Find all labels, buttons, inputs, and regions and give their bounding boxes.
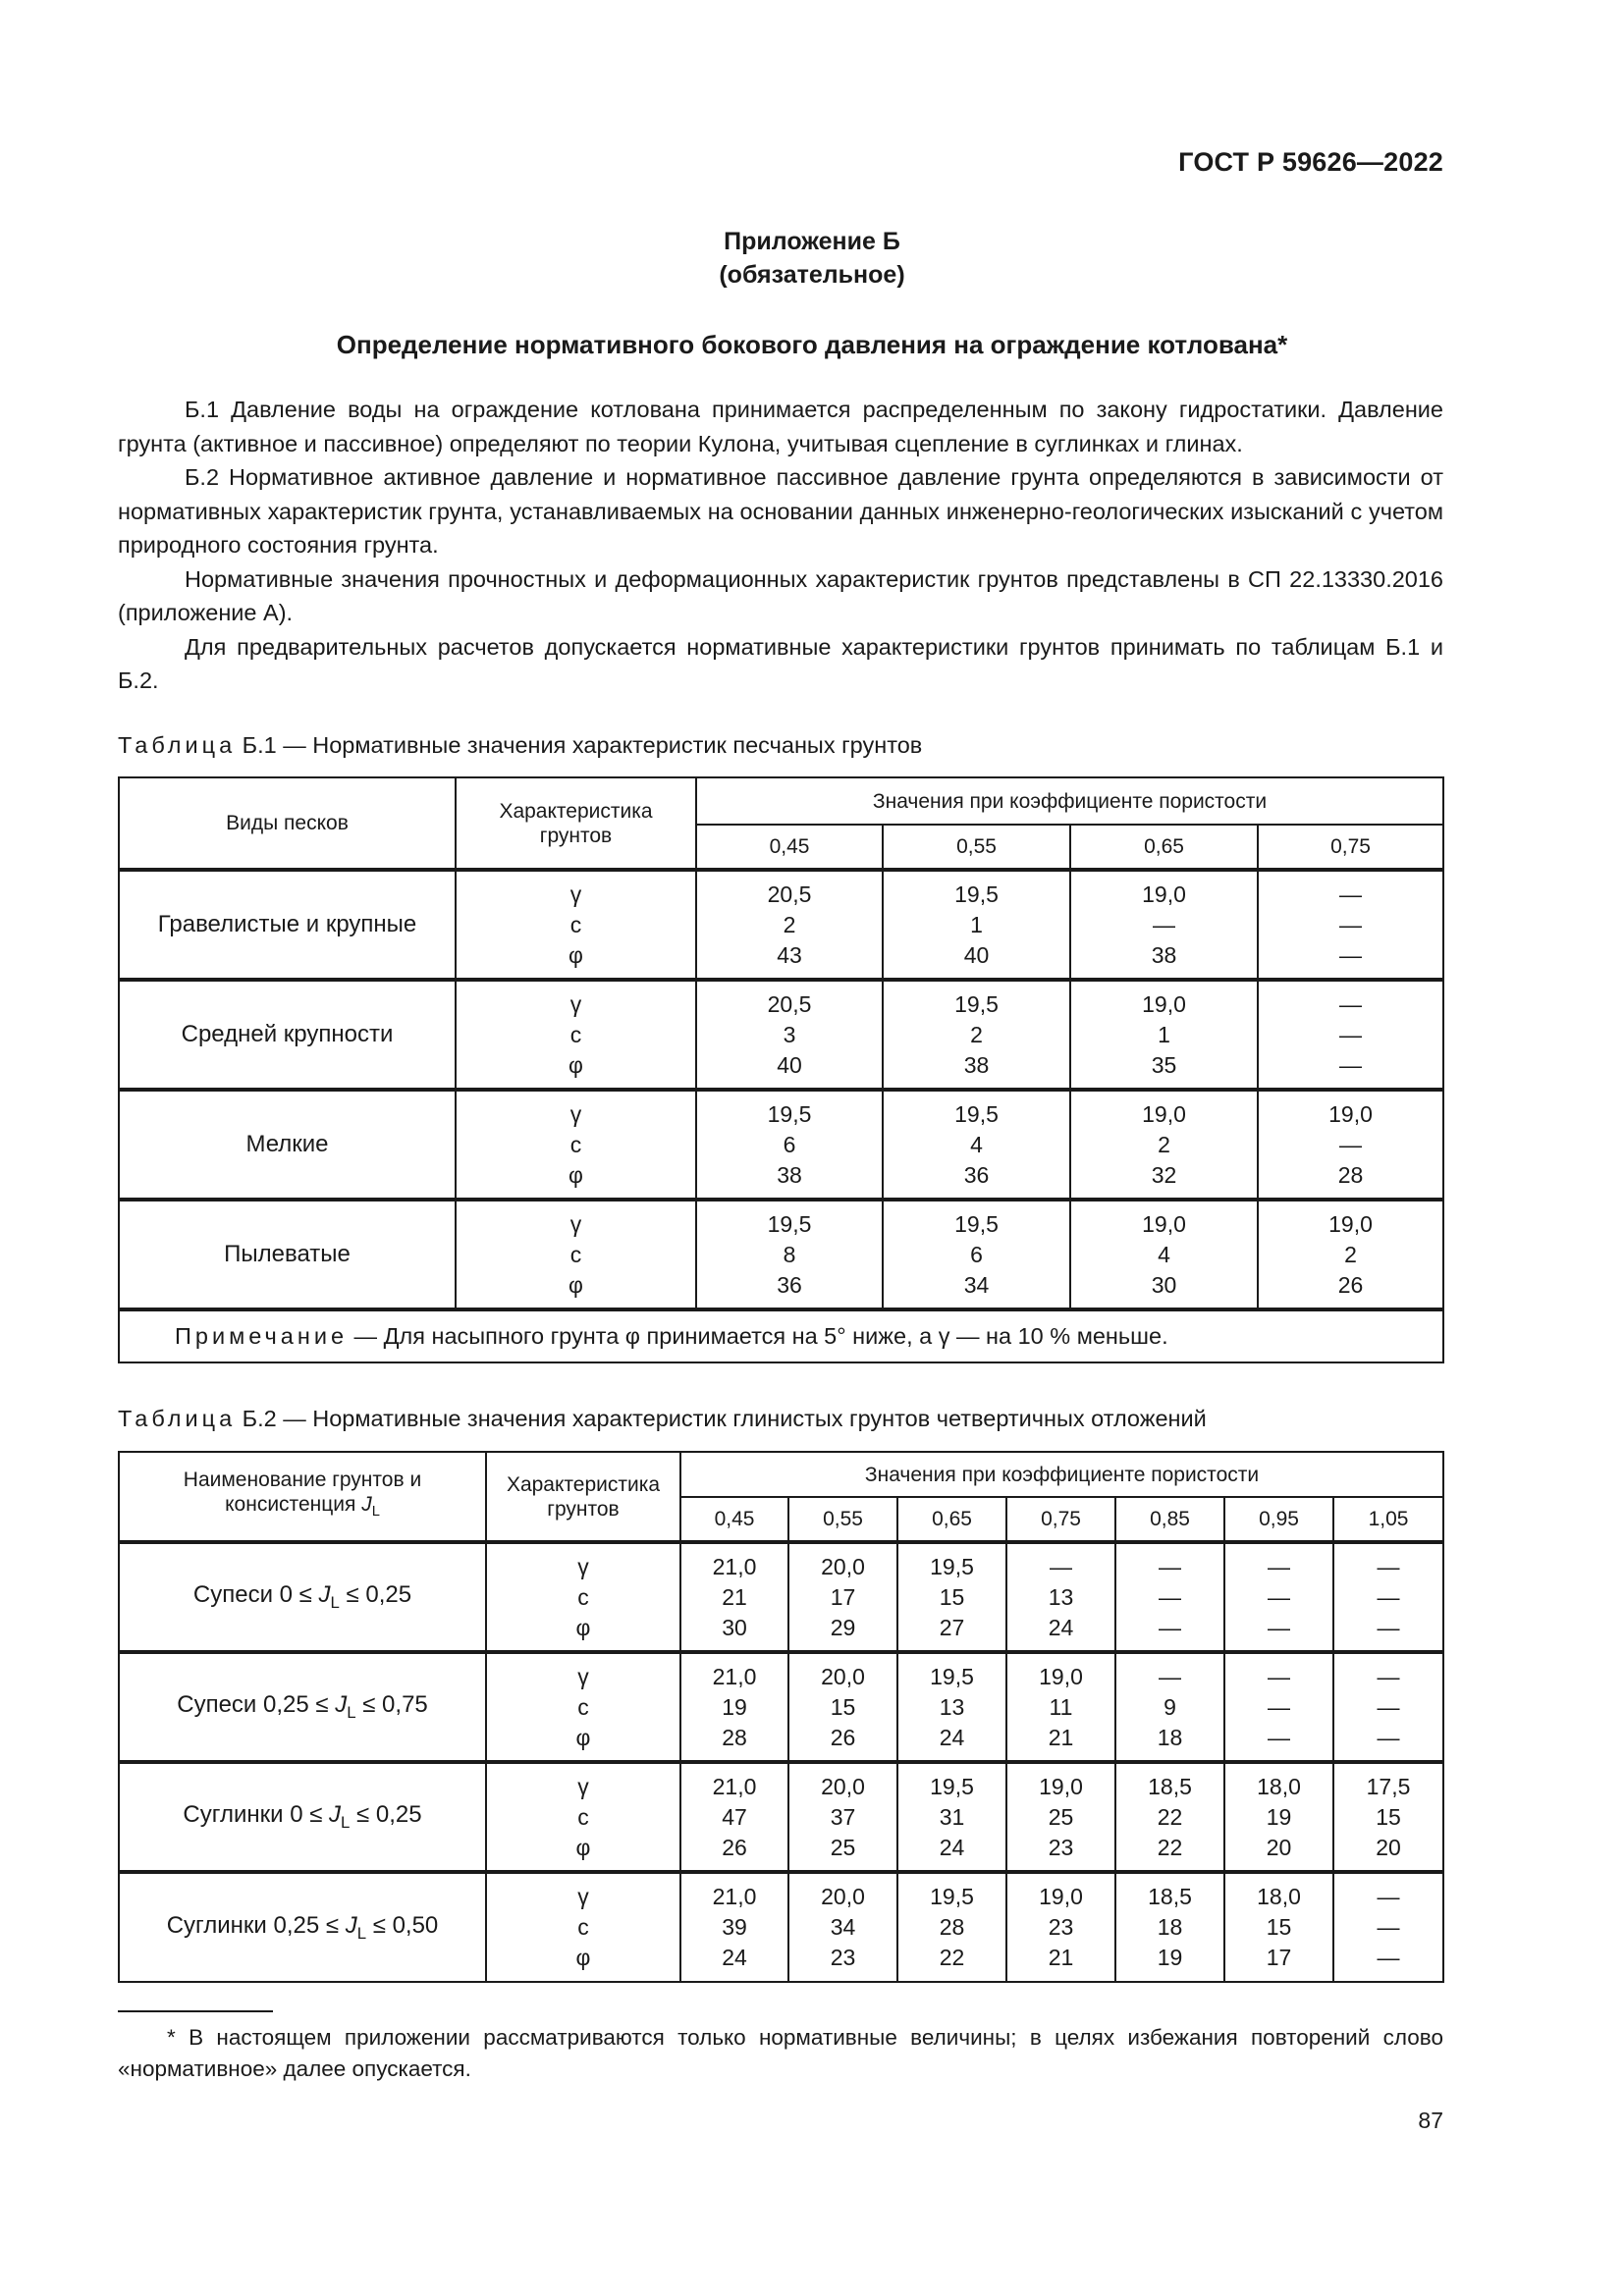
table1-symbols-line: c <box>569 1131 582 1157</box>
table1-note: Примечание — Для насыпного грунта φ принимается на 5° ниже, а γ — на 10 % меньше. <box>119 1309 1443 1362</box>
table1-symbols-line: φ <box>568 1051 583 1078</box>
table2-value-cell-line: — <box>1268 1724 1290 1750</box>
table2-value-cell-line: 15 <box>1266 1914 1292 1940</box>
table2-row <box>119 1762 1443 1872</box>
table2-symbols-line: γ <box>577 1884 589 1909</box>
consistency-subscript: L <box>347 1702 356 1722</box>
table1-value-cell-line: 19,5 <box>954 1100 999 1127</box>
table2-header-char: Характеристика грунтов <box>486 1452 680 1542</box>
table1-value-cell-line: 1 <box>1158 1021 1170 1047</box>
table1-value-cell-line: — <box>1339 1021 1362 1047</box>
table1-symbols-line: φ <box>568 1271 583 1298</box>
table2-coef-header: 0,95 <box>1224 1497 1333 1542</box>
table2-value-cell-line: 28 <box>722 1724 747 1750</box>
table2-caption <box>118 1406 1207 1432</box>
table1-value-cell-line: 35 <box>1151 1051 1177 1078</box>
table1-value-cell-line: 19,5 <box>954 990 999 1017</box>
table2-value-cell-line: 26 <box>830 1724 856 1750</box>
table1-value-cell-line: 26 <box>1337 1271 1364 1298</box>
table2-value-cell-line: — <box>1377 1553 1400 1579</box>
table2-value-cell-line: 18,5 <box>1148 1773 1192 1799</box>
table2-value-cell-line: 19,5 <box>930 1773 974 1799</box>
table2-value-cell-line: — <box>1268 1693 1290 1720</box>
table2-value-cell-line: 19,0 <box>1039 1663 1083 1689</box>
table2-value-cell-line: 20 <box>1376 1834 1401 1860</box>
table2-value-cell <box>1115 1872 1224 1982</box>
table2-row <box>119 1542 1443 1652</box>
table2-value-cell <box>788 1762 897 1872</box>
table2-value-cell-line: — <box>1268 1583 1290 1610</box>
table1-value-cell-line: — <box>1339 911 1362 937</box>
table1-value-cell-line: 38 <box>777 1161 802 1188</box>
consistency-subscript: L <box>356 1923 367 1943</box>
table1-value-cell <box>1258 1200 1443 1309</box>
table2-value-cell-line: 24 <box>939 1834 965 1860</box>
table2-value-cell-line: 21,0 <box>712 1663 757 1689</box>
table2-value-cell-line: — <box>1377 1884 1400 1909</box>
table2-value-cell-line: 21 <box>1048 1945 1074 1970</box>
table2-header-values: Значения при коэффициенте пористости <box>680 1452 1443 1497</box>
table1-caption <box>118 732 922 759</box>
table1-value-cell <box>1258 870 1443 980</box>
table1-value-cell-line: — <box>1339 990 1362 1017</box>
table1-coef-header: 0,55 <box>883 825 1070 870</box>
table2-value-cell-line: 21,0 <box>712 1773 757 1799</box>
table2-value-cell-line: 17 <box>1266 1945 1292 1970</box>
table2-symbols-line: φ <box>575 1945 591 1970</box>
table2-value-cell <box>1006 1762 1115 1872</box>
table2-value-cell-line: 21,0 <box>712 1884 757 1909</box>
table2-value-cell-line: 19,0 <box>1039 1773 1083 1799</box>
table2-symbols <box>486 1542 680 1652</box>
table2-value-cell-line: 19 <box>722 1693 747 1720</box>
table2-coef-header: 0,65 <box>897 1497 1006 1542</box>
table2-value-cell-line: — <box>1377 1914 1400 1940</box>
table1-soil-name: Мелкие <box>119 1090 456 1200</box>
table2-symbols-line: φ <box>575 1834 591 1860</box>
table2-value-cell-line: 20,0 <box>821 1773 865 1799</box>
table1-sand-soils <box>118 776 1444 1363</box>
consistency-symbol: J <box>318 1581 331 1609</box>
footnote: * В настоящем приложении рассматриваются только нормативные величины; в целях избежания повторений слово «нормативное» далее опускается. <box>118 2025 1443 2081</box>
table2-value-cell-line: 31 <box>939 1803 965 1830</box>
table2-value-cell-line: — <box>1377 1663 1400 1689</box>
table1-value-cell-line: 36 <box>963 1161 990 1188</box>
table2-value-cell-line: 13 <box>1048 1583 1074 1610</box>
table2-symbols-line: c <box>577 1583 589 1610</box>
table2-value-cell <box>897 1762 1006 1872</box>
body-text <box>118 393 1443 698</box>
table2-symbols-line: γ <box>577 1773 589 1799</box>
table2-symbols <box>486 1762 680 1872</box>
table2-coef-header: 0,85 <box>1115 1497 1224 1542</box>
table1-value-cell <box>1070 980 1258 1090</box>
table2-value-cell-line: — <box>1268 1553 1290 1579</box>
table1-value-cell-line: 19,5 <box>767 1210 812 1237</box>
table2-value-cell-line: — <box>1050 1553 1072 1579</box>
table2-value-cell-line: 21 <box>722 1583 747 1610</box>
table1-value-cell <box>696 1090 883 1200</box>
table1-value-cell <box>1070 1090 1258 1200</box>
table2-value-cell-line: — <box>1159 1663 1181 1689</box>
table2-value-cell-line: 25 <box>1048 1803 1074 1830</box>
table2-value-cell <box>1333 1542 1443 1652</box>
table2-value-cell <box>788 1652 897 1762</box>
table1-value-cell-line: 4 <box>970 1131 983 1157</box>
table2-value-cell-line: 24 <box>939 1724 965 1750</box>
table1-value-cell-line: — <box>1153 911 1175 937</box>
table2-value-cell-line: 26 <box>722 1834 747 1860</box>
consistency-subscript: L <box>330 1592 340 1612</box>
table2-value-cell-line: — <box>1377 1945 1400 1970</box>
consistency-symbol: J <box>329 1801 342 1829</box>
table2-value-cell-line: 15 <box>830 1693 856 1720</box>
table2-value-cell <box>788 1872 897 1982</box>
table2-symbols-line: γ <box>577 1553 589 1579</box>
table2-value-cell-line: 24 <box>1048 1614 1074 1640</box>
table1-symbols <box>456 980 696 1090</box>
table1-soil-name: Средней крупности <box>119 980 456 1090</box>
table1-value-cell-line: 19,0 <box>1142 1100 1186 1127</box>
table1-coef-header: 0,65 <box>1070 825 1258 870</box>
table2-value-cell-line: 23 <box>830 1945 856 1970</box>
table2-value-cell-line: 19,5 <box>930 1663 974 1689</box>
table1-value-cell-line: 2 <box>783 911 796 937</box>
table2-value-cell <box>680 1872 788 1982</box>
table1-value-cell-line: 19,0 <box>1328 1100 1373 1127</box>
table1-value-cell-line: 36 <box>777 1271 802 1298</box>
table1-header-char: Характеристика грунтов <box>456 777 696 870</box>
table2-value-cell <box>1115 1762 1224 1872</box>
table1-value-cell-line: 20,5 <box>767 990 812 1017</box>
table2-value-cell-line: 37 <box>830 1803 856 1830</box>
table2-symbols-line: c <box>577 1693 589 1720</box>
table2-symbols <box>486 1872 680 1982</box>
table1-value-cell-line: 19,5 <box>767 1100 812 1127</box>
table1-value-cell-line: 32 <box>1151 1161 1177 1188</box>
table2-symbols-line: φ <box>575 1614 591 1640</box>
table2-symbols-line: c <box>577 1803 589 1830</box>
table1-value-cell-line: 40 <box>777 1051 802 1078</box>
table1-value-cell-line: 19,0 <box>1142 990 1186 1017</box>
table2-value-cell-line: 19,5 <box>930 1553 974 1579</box>
table2-value-cell-line: 23 <box>1048 1834 1074 1860</box>
table1-value-cell-line: 43 <box>777 941 802 968</box>
table1-value-cell-line: 6 <box>783 1131 796 1157</box>
table2-value-cell-line: — <box>1377 1614 1400 1640</box>
table1-value-cell-line: 3 <box>783 1021 796 1047</box>
table1-symbols-line: φ <box>568 941 583 968</box>
table1-value-cell <box>883 1090 1070 1200</box>
table1-value-cell-line: 34 <box>963 1271 990 1298</box>
table2-soil-name: Суглинки $0,25 \le J_L \le 0,50$ <box>119 1872 486 1982</box>
table2-value-cell <box>897 1872 1006 1982</box>
table2-value-cell-line: — <box>1268 1614 1290 1640</box>
table2-value-cell <box>1115 1542 1224 1652</box>
table1-value-cell-line: 19,0 <box>1142 881 1186 907</box>
table2-caption-text: Б.2 — Нормативные значения характеристик глинистых грунтов четвертичных отложений <box>236 1406 1207 1431</box>
table1-value-cell-line: 28 <box>1337 1161 1364 1188</box>
table1-value-cell-line: 19,0 <box>1328 1210 1373 1237</box>
table1-symbols <box>456 1200 696 1309</box>
section-title: Определение нормативного бокового давления на ограждение котлована* <box>336 330 1288 359</box>
table1-symbols-line: φ <box>568 1161 583 1188</box>
table1-row <box>119 1090 1443 1200</box>
table1-value-cell <box>696 980 883 1090</box>
table1-symbols <box>456 1090 696 1200</box>
table2-value-cell-line: 18 <box>1157 1724 1183 1750</box>
table2-value-cell <box>1224 1542 1333 1652</box>
table2-value-cell-line: 23 <box>1048 1914 1074 1940</box>
table2-value-cell-line: — <box>1159 1583 1181 1610</box>
table2-value-cell-line: 22 <box>1157 1834 1183 1860</box>
consistency-subscript: L <box>341 1812 351 1832</box>
table1-value-cell-line: 4 <box>1158 1241 1170 1267</box>
table2-value-cell-line: 18,5 <box>1148 1884 1192 1909</box>
consistency-symbol: J <box>335 1691 348 1719</box>
table1-value-cell-line: 2 <box>1158 1131 1170 1157</box>
table2-value-cell <box>1224 1652 1333 1762</box>
table2-value-cell-line: 24 <box>722 1945 747 1970</box>
table1-value-cell-line: 2 <box>1344 1241 1357 1267</box>
table2-value-cell-line: 19 <box>1157 1945 1183 1970</box>
table1-value-cell-line: 40 <box>963 941 990 968</box>
table1-symbols-line: γ <box>569 1210 582 1237</box>
table2-value-cell <box>1006 1872 1115 1982</box>
table2-caption-word: Таблица <box>118 1406 237 1431</box>
table2-value-cell-line: 19,5 <box>930 1884 974 1909</box>
table1-value-cell <box>883 1200 1070 1309</box>
table1-symbols-line: c <box>569 1241 582 1267</box>
table2-value-cell-line: 13 <box>939 1693 965 1720</box>
table1-value-cell-line: 30 <box>1151 1271 1177 1298</box>
table1-caption-word: Таблица <box>118 732 237 758</box>
table2-value-cell <box>1006 1542 1115 1652</box>
table1-row <box>119 870 1443 980</box>
table2-value-cell <box>680 1652 788 1762</box>
table1-caption-text: Б.1 — Нормативные значения характеристик песчаных грунтов <box>236 732 923 758</box>
table1-value-cell-line: — <box>1339 881 1362 907</box>
table1-coef-header: 0,45 <box>696 825 883 870</box>
table2-value-cell <box>1333 1762 1443 1872</box>
table2-value-cell-line: 20,0 <box>821 1553 865 1579</box>
table1-value-cell-line: 19,5 <box>954 881 999 907</box>
table1-coef-header: 0,75 <box>1258 825 1443 870</box>
table1-header-kind: Виды песков <box>119 777 456 870</box>
table2-coef-header: 0,55 <box>788 1497 897 1542</box>
table2-soil-name: Супеси $0 \le J_L \le 0,25$ <box>119 1542 486 1652</box>
table2-value-cell-line: 15 <box>939 1583 965 1610</box>
table1-value-cell <box>883 980 1070 1090</box>
table1-value-cell <box>1258 980 1443 1090</box>
table2-value-cell-line: 15 <box>1376 1803 1401 1830</box>
table1-value-cell-line: — <box>1339 941 1362 968</box>
appendix-title: Приложение Б <box>724 228 900 255</box>
table1-soil-name: Пылеватые <box>119 1200 456 1309</box>
table1-value-cell <box>696 1200 883 1309</box>
table2-soil-name: Суглинки $0 \le J_L \le 0,25$ <box>119 1762 486 1872</box>
table2-value-cell-line: 20,0 <box>821 1884 865 1909</box>
table1-value-cell-line: 6 <box>970 1241 983 1267</box>
table1-value-cell-line: 20,5 <box>767 881 812 907</box>
table2-row <box>119 1652 1443 1762</box>
table2-coef-header: 0,75 <box>1006 1497 1115 1542</box>
table1-value-cell-line: 38 <box>963 1051 990 1078</box>
table1-value-cell <box>1070 870 1258 980</box>
table2-value-cell <box>680 1542 788 1652</box>
table1-symbols-line: c <box>569 1021 582 1047</box>
table2-coef-header: 0,45 <box>680 1497 788 1542</box>
table2-value-cell-line: 9 <box>1164 1693 1176 1720</box>
table2-value-cell-line: 11 <box>1049 1693 1073 1720</box>
paragraph-b2: Б.2 Нормативное активное давление и нормативное пассивное давление грунта определяются в зависимости от нормативных характеристик грунта, устанавливаемых на основании данных инженерно-геологических изысканий с учетом природного состояния грунта. <box>118 464 1443 558</box>
table2-value-cell <box>1333 1652 1443 1762</box>
table2-value-cell <box>1224 1872 1333 1982</box>
table1-symbols-line: c <box>569 911 582 937</box>
consistency-symbol: J <box>345 1911 357 1939</box>
table2-symbols <box>486 1652 680 1762</box>
table2-value-cell-line: 22 <box>939 1945 965 1970</box>
table2-value-cell <box>1333 1872 1443 1982</box>
table2-value-cell-line: 47 <box>722 1803 747 1830</box>
footnote-divider <box>118 2010 273 2012</box>
table2-value-cell <box>897 1652 1006 1762</box>
table2-value-cell-line: 20 <box>1266 1834 1292 1860</box>
table2-value-cell-line: 29 <box>830 1614 856 1640</box>
table2-value-cell <box>1115 1652 1224 1762</box>
table2-value-cell-line: 21 <box>1048 1724 1074 1750</box>
table1-value-cell-line: 38 <box>1151 941 1177 968</box>
table2-value-cell-line: 30 <box>722 1614 747 1640</box>
document-code: ГОСТ Р 59626—2022 <box>1178 147 1443 177</box>
table1-value-cell-line: — <box>1339 1051 1362 1078</box>
table2-value-cell-line: 17 <box>830 1583 856 1610</box>
paragraph-preliminary: Для предварительных расчетов допускается нормативные характеристики грунтов принимать по таблицам Б.1 и Б.2. <box>118 633 1443 693</box>
table2-value-cell-line: 18 <box>1157 1914 1183 1940</box>
table2-soil-name: Супеси $0,25 \le J_L \le 0,75$ <box>119 1652 486 1762</box>
table1-symbols-line: γ <box>569 990 582 1017</box>
table1-soil-name: Гравелистые и крупные <box>119 870 456 980</box>
table2-value-cell-line: 22 <box>1157 1803 1183 1830</box>
table2-value-cell-line: — <box>1377 1693 1400 1720</box>
table2-value-cell <box>1006 1652 1115 1762</box>
table1-value-cell <box>883 870 1070 980</box>
table1-symbols-line: γ <box>569 1100 582 1127</box>
table2-value-cell-line: 18,0 <box>1257 1773 1301 1799</box>
table1-symbols <box>456 870 696 980</box>
table2-value-cell-line: — <box>1268 1663 1290 1689</box>
table2-value-cell-line: 21,0 <box>712 1553 757 1579</box>
table1-value-cell-line: 2 <box>970 1021 983 1047</box>
table1-value-cell-line: — <box>1339 1131 1362 1157</box>
table2-value-cell-line: 19 <box>1266 1803 1292 1830</box>
page-number: 87 <box>1418 2108 1443 2133</box>
table2-value-cell-line: 28 <box>939 1914 965 1940</box>
table2-value-cell-line: 27 <box>939 1614 965 1640</box>
table2-value-cell <box>897 1542 1006 1652</box>
table2-header-kind: Наименование грунтов и консистенция $J_L$ <box>119 1452 486 1542</box>
table2-symbols-line: c <box>577 1914 589 1940</box>
table1-value-cell-line: 19,5 <box>954 1210 999 1237</box>
table2-value-cell-line: — <box>1159 1553 1181 1579</box>
table2-value-cell <box>1224 1762 1333 1872</box>
appendix-status: (обязательное) <box>719 261 905 289</box>
table2-symbols-line: φ <box>575 1724 591 1750</box>
table1-symbols-line: γ <box>569 881 582 907</box>
table2-value-cell <box>788 1542 897 1652</box>
table2-coef-header: 1,05 <box>1333 1497 1443 1542</box>
table1-value-cell <box>1070 1200 1258 1309</box>
table2-row <box>119 1872 1443 1982</box>
table2-value-cell-line: 17,5 <box>1366 1773 1411 1799</box>
paragraph-b1: Б.1 Давление воды на ограждение котлована принимается распределенным по закону гидростатики. Давление грунта (активное и пассивное) определяют по теории Кулона, учитывая сцепление в суглинках и глинах. <box>118 397 1443 456</box>
paragraph-standards: Нормативные значения прочностных и деформационных характеристик грунтов представлены в СП 22.13330.2016 (приложение А). <box>118 565 1443 625</box>
table2-symbols-line: γ <box>577 1663 589 1689</box>
table2-value-cell-line: 39 <box>722 1914 747 1940</box>
table1-row <box>119 1200 1443 1309</box>
table2-value-cell-line: — <box>1377 1583 1400 1610</box>
table1-value-cell-line: 19,0 <box>1142 1210 1186 1237</box>
table1-value-cell-line: 8 <box>783 1241 796 1267</box>
table2-value-cell-line: 20,0 <box>821 1663 865 1689</box>
table2-value-cell-line: 34 <box>830 1914 856 1940</box>
table2-clay-soils <box>118 1451 1444 1983</box>
table2-value-cell-line: 25 <box>830 1834 856 1860</box>
table2-value-cell <box>680 1762 788 1872</box>
table2-value-cell-line: 19,0 <box>1039 1884 1083 1909</box>
table1-value-cell <box>696 870 883 980</box>
table1-row <box>119 980 1443 1090</box>
table1-value-cell-line: 1 <box>970 911 983 937</box>
table1-header-values: Значения при коэффициенте пористости <box>696 777 1443 825</box>
table2-value-cell-line: — <box>1377 1724 1400 1750</box>
table2-value-cell-line: 18,0 <box>1257 1884 1301 1909</box>
table2-value-cell-line: — <box>1159 1614 1181 1640</box>
table1-value-cell <box>1258 1090 1443 1200</box>
